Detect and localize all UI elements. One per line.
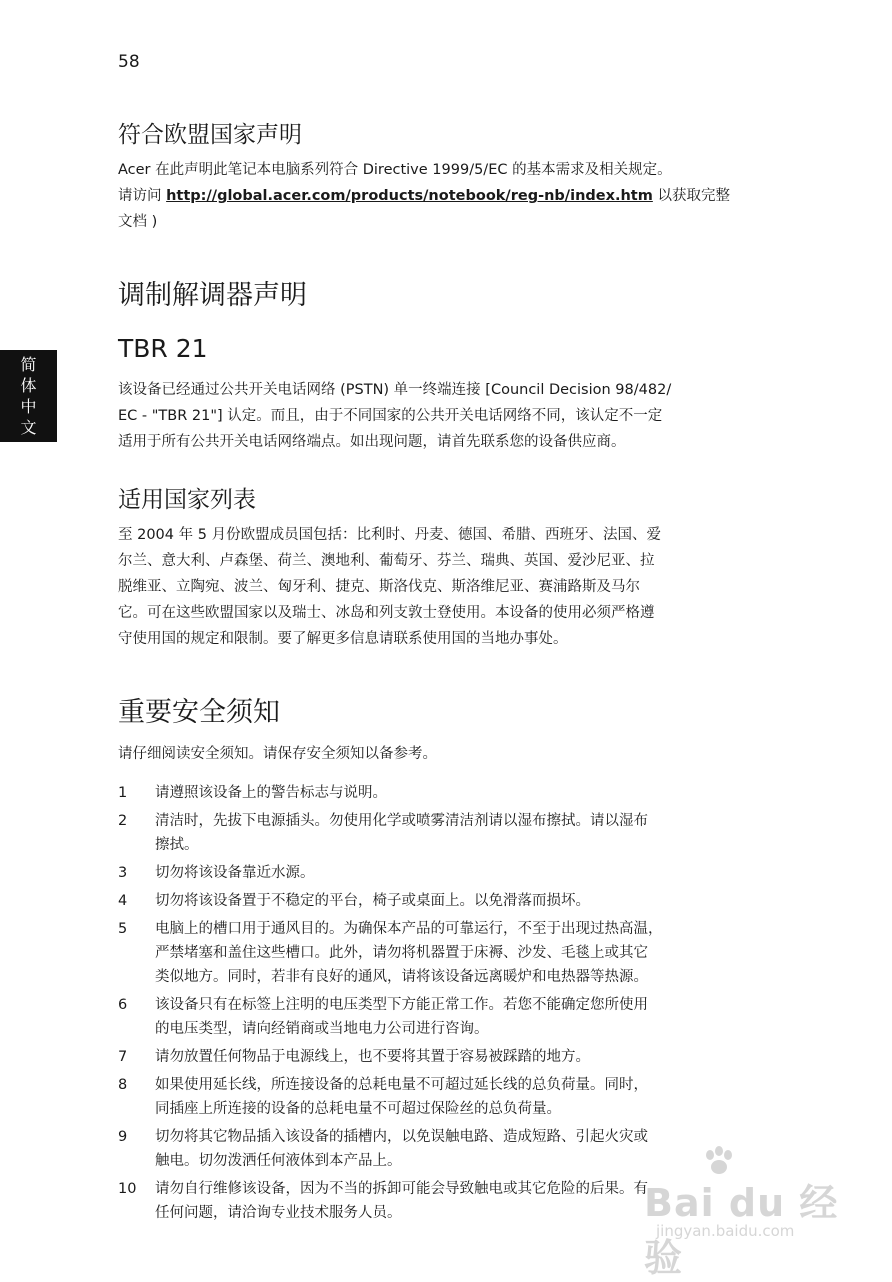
countries-line-5: 守使用国的规定和限制。要了解更多信息请联系使用国的当地办事处。	[118, 631, 568, 647]
list-item	[118, 889, 768, 913]
item-number: 1	[118, 785, 128, 801]
item-line: 同插座上所连接的设备的总耗电量不可超过保险丝的总负荷量。	[155, 1101, 561, 1117]
item-line: 请勿自行维修该设备，因为不当的拆卸可能会导致触电或其它危险的后果。有	[155, 1181, 648, 1197]
item-text	[155, 917, 755, 989]
item-line: 严禁堵塞和盖住这些槽口。此外，请勿将机器置于床褥、沙发、毛毯上或其它	[155, 945, 648, 961]
side-tab-char: 中	[20, 397, 37, 416]
side-tab-char: 简	[20, 355, 37, 374]
eu-line-2-prefix: 请访问	[118, 188, 167, 204]
item-number: 3	[118, 865, 128, 881]
item-number: 2	[118, 813, 128, 829]
item-line: 擦拭。	[155, 837, 199, 853]
item-number: 10	[118, 1181, 137, 1197]
list-item	[118, 781, 768, 805]
side-tab-char: 体	[20, 376, 37, 395]
item-line: 切勿将其它物品插入该设备的插槽内，以免误触电路、造成短路、引起火灾或	[155, 1129, 648, 1145]
eu-line-1: Acer 在此声明此笔记本电脑系列符合 Directive 1999/5/EC 的基本需求及相关规定。	[118, 162, 672, 178]
safety-intro: 请仔细阅读安全须知。请保存安全须知以备参考。	[118, 746, 437, 762]
countries-line-3: 脱维亚、立陶宛、波兰、匈牙利、捷克、斯洛伐克、斯洛维尼亚、赛浦路斯及马尔	[118, 579, 640, 595]
safety-section-title: 重要安全须知	[118, 697, 280, 728]
item-line: 请勿放置任何物品于电源线上，也不要将其置于容易被踩踏的地方。	[155, 1049, 590, 1065]
item-text	[155, 861, 755, 885]
item-line: 触电。切勿泼洒任何液体到本产品上。	[155, 1153, 402, 1169]
tbr-line-3: 适用于所有公共开关电话网络端点。如出现问题，请首先联系您的设备供应商。	[118, 434, 626, 450]
countries-line-4: 它。可在这些欧盟国家以及瑞士、冰岛和列支敦士登使用。本设备的使用必须严格遵	[118, 605, 655, 621]
baidu-watermark	[644, 1146, 844, 1280]
list-item	[118, 993, 768, 1041]
item-number: 5	[118, 921, 128, 937]
item-line: 电脑上的槽口用于通风目的。为确保本产品的可靠运行，不至于出现过热高温，	[155, 921, 663, 937]
item-number: 4	[118, 893, 128, 909]
item-text	[155, 809, 755, 857]
item-number: 8	[118, 1077, 128, 1093]
acer-regulation-link[interactable]: http://global.acer.com/products/notebook/reg-nb/index.htm	[166, 188, 653, 204]
watermark-brand: Bai du 经验	[644, 1181, 839, 1280]
countries-line-1: 至 2004 年 5 月份欧盟成员国包括：比利时、丹麦、德国、希腊、西班牙、法国、爱	[118, 527, 662, 543]
eu-section-title: 符合欧盟国家声明	[118, 122, 302, 148]
page-number: 58	[118, 52, 140, 72]
item-number: 9	[118, 1129, 128, 1145]
item-text	[155, 993, 755, 1041]
modem-section-title: 调制解调器声明	[118, 280, 307, 311]
item-line: 如果使用延长线，所连接设备的总耗电量不可超过延长线的总负荷量。同时，	[155, 1077, 648, 1093]
item-line: 切勿将该设备靠近水源。	[155, 865, 315, 881]
item-line: 清洁时，先拔下电源插头。勿使用化学或喷雾清洁剂请以湿布擦拭。请以湿布	[155, 813, 648, 829]
item-line: 切勿将该设备置于不稳定的平台，椅子或桌面上。以免滑落而损坏。	[155, 893, 590, 909]
tbr-paragraph	[118, 377, 768, 455]
language-side-tab	[0, 350, 57, 442]
list-item	[118, 917, 768, 989]
countries-section-title: 适用国家列表	[118, 487, 256, 513]
watermark-url: jingyan.baidu.com	[656, 1222, 795, 1240]
item-text	[155, 1073, 755, 1121]
item-line: 该设备只有在标签上注明的电压类型下方能正常工作。若您不能确定您所使用	[155, 997, 648, 1013]
page-content	[118, 108, 768, 1229]
list-item	[118, 809, 768, 857]
tbr-line-1: 该设备已经通过公共开关电话网络 (PSTN) 单一终端连接 [Council Decision 98/482/	[118, 382, 672, 398]
item-line: 请遵照该设备上的警告标志与说明。	[155, 785, 387, 801]
item-text	[155, 1045, 755, 1069]
item-line: 类似地方。同时，若非有良好的通风，请将该设备远离暖炉和电热器等热源。	[155, 969, 648, 985]
item-line: 任何问题，请洽询专业技术服务人员。	[155, 1205, 402, 1221]
item-text	[155, 889, 755, 913]
item-number: 7	[118, 1049, 128, 1065]
countries-line-2: 尔兰、意大利、卢森堡、荷兰、澳地利、葡萄牙、芬兰、瑞典、英国、爱沙尼亚、拉	[118, 553, 655, 569]
side-tab-char: 文	[20, 418, 37, 437]
item-number: 6	[118, 997, 128, 1013]
eu-line-3: 文档 )	[118, 214, 158, 230]
item-text	[155, 781, 755, 805]
item-line: 的电压类型，请向经销商或当地电力公司进行咨询。	[155, 1021, 489, 1037]
list-item	[118, 1045, 768, 1069]
eu-paragraph	[118, 157, 768, 235]
eu-line-2-suffix: 以获取完整	[652, 188, 730, 204]
countries-paragraph	[118, 522, 768, 652]
tbr-section-title: TBR 21	[118, 334, 208, 363]
list-item	[118, 861, 768, 885]
tbr-line-2: EC - "TBR 21"] 认定。而且，由于不同国家的公共开关电话网络不同，该认定不一定	[118, 408, 663, 424]
list-item	[118, 1073, 768, 1121]
